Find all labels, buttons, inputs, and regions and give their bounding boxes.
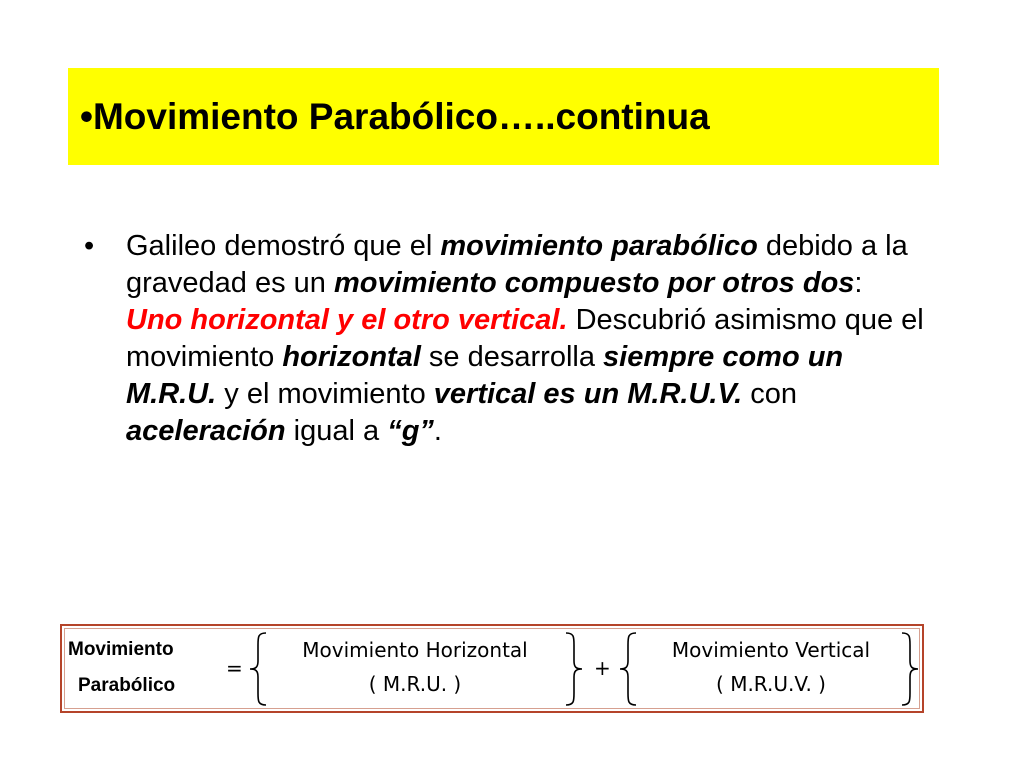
text-run-emphasis: siempre como un M.R.U. [126, 341, 844, 410]
plus-sign: + [594, 656, 611, 680]
horizontal-motion-group [270, 633, 560, 701]
vertical-motion-type: ( M.R.U.V. ) [716, 672, 826, 696]
formula-left-line1: Movimiento [68, 639, 174, 660]
formula-image [60, 624, 924, 713]
formula-left-term [68, 632, 218, 704]
vertical-motion-group [640, 633, 902, 701]
left-brace-icon [248, 631, 270, 707]
text-run-emphasis: horizontal [282, 341, 421, 373]
horizontal-motion-type: ( M.R.U. ) [368, 672, 462, 696]
text-run-emphasis: “g” [387, 415, 434, 447]
text-run: . [433, 415, 442, 447]
slide-title: •Movimiento Parabólico…..continua [80, 95, 710, 137]
text-run-emphasis: vertical es un M.R.U.V. [433, 378, 743, 410]
bullet-paragraph [126, 228, 926, 450]
text-run: con [742, 378, 798, 410]
text-run-emphasis: movimiento parabólico [440, 230, 758, 262]
right-brace-icon [898, 631, 920, 707]
title-bar [68, 68, 939, 165]
text-run-emphasis: aceleración [126, 415, 286, 447]
left-brace-icon [618, 631, 640, 707]
text-run: Descubrió asimismo que el movimiento [126, 304, 924, 373]
right-brace-icon [562, 631, 584, 707]
text-run-highlight: Uno horizontal y el otro vertical. [126, 304, 568, 336]
text-run-emphasis: movimiento compuesto por otros dos [333, 267, 855, 299]
text-run: : [854, 267, 863, 299]
formula-left-line2: Parabólico [78, 675, 176, 696]
text-run: y el movimiento [216, 378, 434, 410]
text-run: debido a la gravedad es un [126, 230, 908, 299]
text-run: se desarrolla [420, 341, 604, 373]
text-run: Galileo demostró que el [126, 230, 441, 262]
text-run: igual a [285, 415, 388, 447]
horizontal-motion-label: Movimiento Horizontal [302, 638, 528, 662]
slide-body [84, 228, 944, 450]
vertical-motion-label: Movimiento Vertical [671, 638, 871, 662]
bullet-item [84, 228, 944, 450]
bullet-marker: • [84, 230, 95, 262]
equals-sign: = [226, 656, 243, 680]
